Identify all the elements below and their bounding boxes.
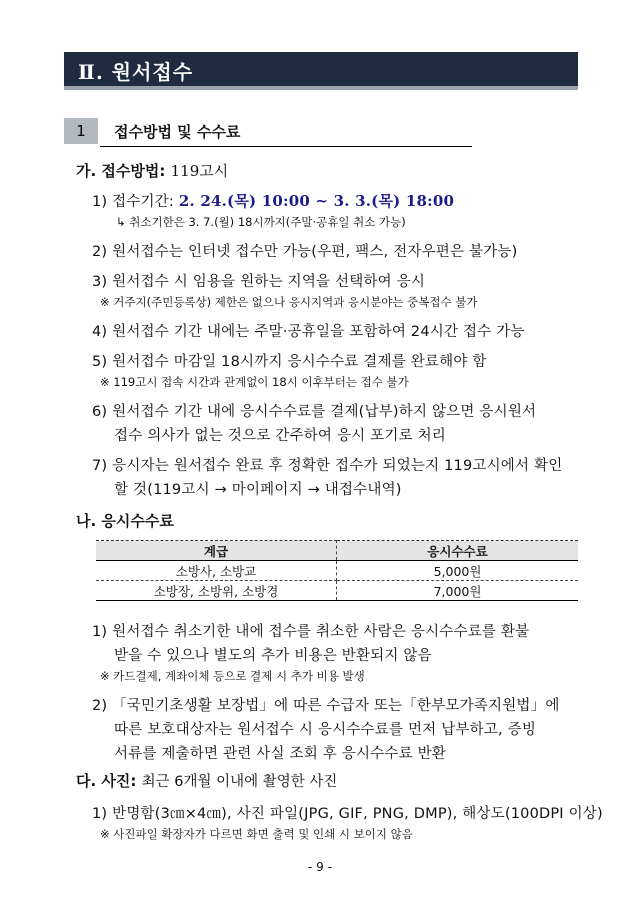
part-c-item-1-note: ※ 사진파일 확장자가 다르면 화면 출력 및 인쇄 시 보이지 않음: [100, 827, 413, 841]
item-number: 2): [92, 698, 108, 714]
part-c-heading: [76, 770, 337, 791]
part-b-item-1-line-2: 받을 수 있으나 별도의 추가 비용은 반환되지 않음: [114, 648, 432, 664]
item-number: 4): [92, 324, 108, 340]
item-text: 원서접수 마감일 18시까지 응시수수료 결제를 완료해야 함: [112, 354, 487, 370]
part-a-item-6-line-2: 접수 의사가 없는 것으로 간주하여 응시 포기로 처리: [114, 428, 447, 444]
section-header-shadow: [64, 86, 578, 90]
item-number: 6): [92, 404, 108, 420]
part-a-item-3-note: ※ 거주지(주민등록상) 제한은 없으나 응시지역과 응시분야는 중복접수 불가: [100, 295, 478, 309]
section-numeral: Ⅱ.: [78, 60, 104, 84]
part-a-item-1: [92, 190, 454, 211]
item-number: 5): [92, 354, 108, 370]
part-a-item-1-sub: ↳ 취소기한은 3. 7.(월) 18시까지(주말·공휴일 취소 가능): [116, 215, 406, 229]
part-c-value: 최근 6개월 이내에 촬영한 사진: [141, 774, 338, 790]
part-c-item-1: [92, 802, 603, 823]
section-title-text: 원서접수: [111, 60, 194, 84]
item-text: 반명함(3㎝×4㎝), 사진 파일(JPG, GIF, PNG, DMP), 해상도(100DPI 이상): [112, 806, 603, 822]
part-b-item-1-note: ※ 카드결제, 계좌이체 등으로 결제 시 추가 비용 발생: [100, 669, 365, 683]
item-text-line-1: 응시자는 원서접수 완료 후 정확한 접수가 되었는지 119고시에서 확인: [112, 458, 563, 474]
part-b-item-2: [92, 694, 560, 715]
item-text-line-1: 「국민기초생활 보장법」에 따른 수급자 또는「한부모가족지원법」에: [112, 698, 560, 714]
fee-table-fee: 7,000원: [337, 581, 579, 601]
part-a-value: 119고시: [170, 162, 229, 180]
item-number: 1): [92, 624, 108, 640]
fee-table-header-rank: 계급: [96, 541, 337, 561]
part-a-item-2: [92, 240, 517, 261]
item-text: 원서접수 시 임용을 원하는 지역을 선택하여 응시: [112, 274, 426, 290]
section-title: [78, 56, 193, 85]
item-text-line-1: 원서접수 취소기한 내에 접수를 취소한 사람은 응시수수료를 환불: [112, 624, 530, 640]
subsection-underline: [100, 146, 472, 147]
part-b-item-2-line-2: 따른 보호대상자는 원서접수 시 응시수수료를 먼저 납부하고, 증빙: [114, 722, 537, 738]
section-header: [64, 52, 578, 90]
fee-table-fee: 5,000원: [337, 561, 579, 581]
subsection-number: 1: [64, 118, 98, 144]
item-number: 1): [92, 806, 108, 822]
part-a-item-7: [92, 454, 562, 475]
item-prefix: 접수기간:: [112, 194, 175, 210]
part-b-item-2-line-3: 서류를 제출하면 관련 사실 조회 후 응시수수료 반환: [114, 746, 447, 762]
page-number: - 9 -: [308, 860, 332, 874]
item-text-line-1: 원서접수 기간 내에 응시수수료를 결제(납부)하지 않으면 응시원서: [112, 404, 537, 420]
table-row: [96, 581, 578, 601]
fee-table-rank: 소방사, 소방교: [96, 561, 337, 581]
fee-table-header-fee: 응시수수료: [337, 541, 579, 561]
part-a-item-5: [92, 350, 487, 371]
item-number: 3): [92, 274, 108, 290]
part-a-item-7-line-2: 할 것(119고시 → 마이페이지 → 내접수내역): [114, 482, 402, 498]
fee-table-rank: 소방장, 소방위, 소방경: [96, 581, 337, 601]
part-c-label: 다. 사진:: [76, 772, 137, 790]
part-a-item-6: [92, 400, 536, 421]
part-a-item-4: [92, 320, 525, 341]
fee-table-header-row: [96, 541, 578, 561]
item-text: 원서접수 기간 내에는 주말·공휴일을 포함하여 24시간 접수 가능: [112, 324, 525, 340]
part-a-item-3: [92, 270, 425, 291]
table-row: [96, 561, 578, 581]
subsection-title: 접수방법 및 수수료: [114, 123, 241, 141]
fee-table: [96, 540, 578, 601]
period-dates: 2. 24.(목) 10:00 ~ 3. 3.(목) 18:00: [178, 192, 455, 210]
part-b-heading: 나. 응시수수료: [76, 512, 174, 530]
part-a-heading: [76, 160, 228, 181]
item-number: 7): [92, 458, 108, 474]
item-text: 원서접수는 인터넷 접수만 가능(우편, 팩스, 전자우편은 불가능): [112, 244, 518, 260]
part-a-item-5-note: ※ 119고시 접속 시간과 관계없이 18시 이후부터는 접수 불가: [100, 375, 409, 389]
part-b-item-1: [92, 620, 529, 641]
part-a-label: 가. 접수방법:: [76, 162, 166, 180]
item-number: 1): [92, 194, 108, 210]
item-number: 2): [92, 244, 108, 260]
